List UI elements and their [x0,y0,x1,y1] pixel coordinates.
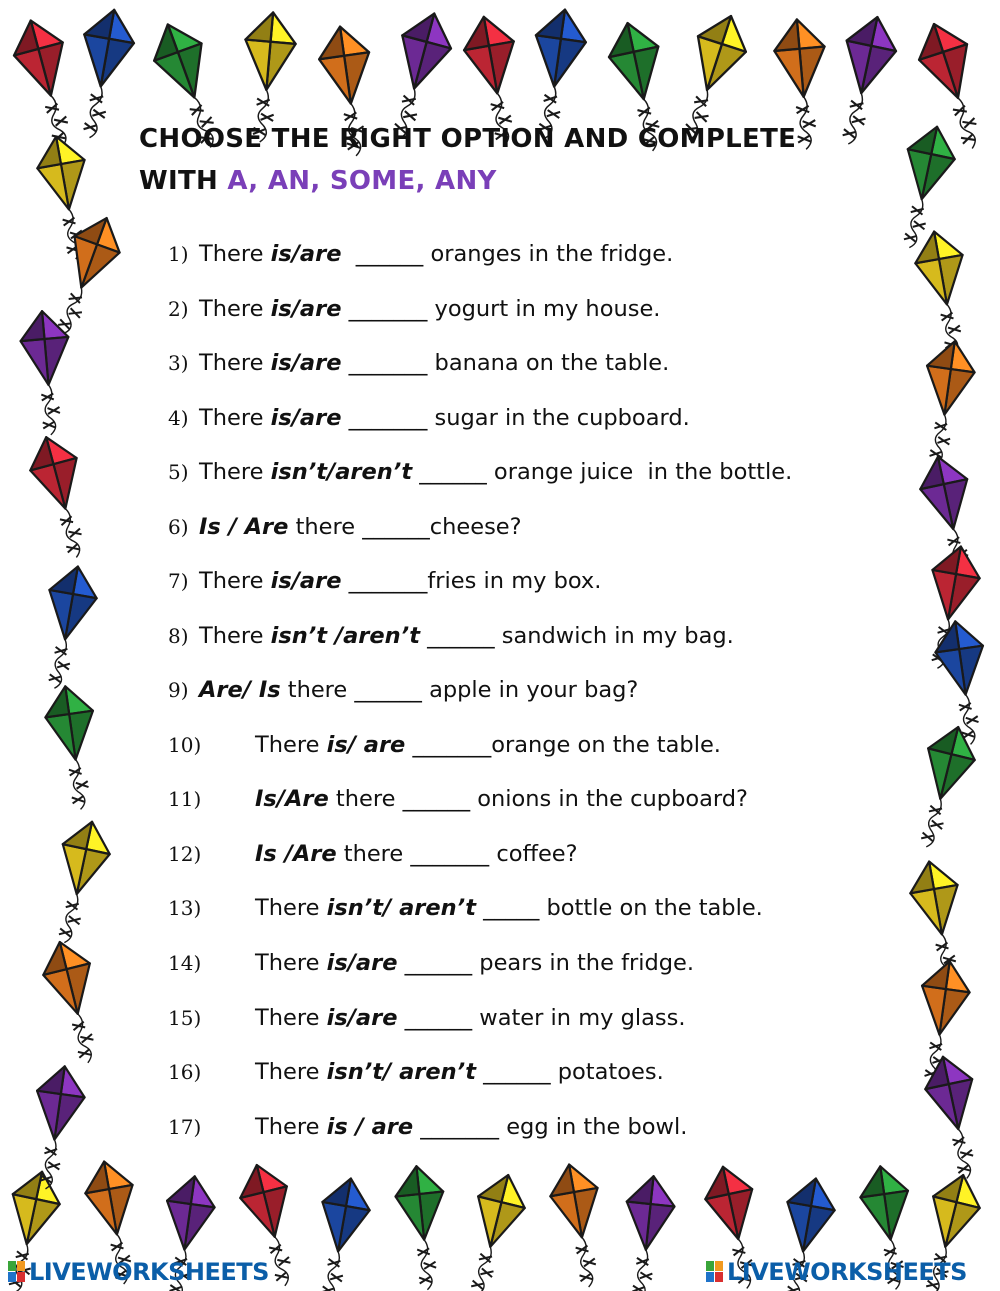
kite-icon [455,1169,532,1291]
question-rest: _______ egg in the bowl. [413,1114,688,1140]
question-rest: ______ orange juice in the bottle. [412,459,793,485]
question-options: is/are [326,1005,398,1031]
question-options: is/are [270,350,342,376]
question-rest: ______ water in my glass. [397,1005,686,1031]
question-number: 1) [168,242,189,266]
question-rest: ______ sandwich in my bag. [419,623,734,649]
question-number: 10) [168,733,202,757]
question-number: 4) [168,406,189,430]
kite-icon [905,721,982,853]
question-text [255,950,694,976]
question-prefix: There [199,350,271,376]
question-prefix: There [199,241,271,267]
question-text [199,568,601,594]
liveworksheets-brand-right [706,1257,967,1287]
question-13 [168,888,763,928]
question-prefix: There [255,1005,327,1031]
question-text [255,841,578,867]
question-5 [168,452,792,492]
title-options: A, AN, SOME, ANY [227,166,497,196]
liveworksheets-brand-left [8,1257,269,1287]
brand-name: LIVEWORKSHEETS [727,1258,967,1286]
question-3 [168,343,669,383]
kite-icon [393,1164,454,1291]
kite-icon [914,338,979,467]
question-text [255,1114,687,1140]
question-17 [168,1107,687,1147]
question-7 [168,561,601,601]
kite-icon [23,431,101,563]
kite-icon [888,122,961,253]
question-8 [168,616,734,656]
kite-icon [42,683,107,812]
kite-icon [36,936,113,1068]
question-options: is/are [270,241,342,267]
title-with: WITH [139,166,228,196]
kite-icon [919,1052,992,1183]
title-line-2 [139,160,879,202]
question-number: 13) [168,896,202,920]
question-prefix: There [255,895,327,921]
worksheet-title [139,118,879,202]
kite-icon [33,562,102,692]
question-rest: _______ sugar in the cupboard. [341,405,690,431]
question-14 [168,943,694,983]
question-rest: there ______cheese? [288,514,522,540]
question-prefix: There [255,950,327,976]
question-options: is / are [326,1114,414,1140]
question-number: 12) [168,842,202,866]
question-prefix: There [199,405,271,431]
question-number: 14) [168,951,202,975]
question-text [199,241,673,267]
question-6 [168,507,522,547]
kite-icon [545,1160,614,1290]
question-options: Is/Are [255,786,329,812]
question-text [255,786,748,812]
kite-icon [67,5,139,142]
question-options: is/are [270,568,342,594]
question-number: 5) [168,460,189,484]
question-9 [168,670,638,710]
question-rest: there ______ apple in your bag? [280,677,639,703]
question-prefix: There [255,732,327,758]
question-rest: there _______ coffee? [336,841,578,867]
question-options: isn’t/ aren’t [326,1059,476,1085]
liveworksheets-logo-icon [706,1261,724,1283]
question-number: 6) [168,515,189,539]
kite-icon [24,1063,89,1192]
question-rest: _______fries in my box. [341,568,602,594]
question-11 [168,779,748,819]
question-options: is/are [270,296,342,322]
question-12 [168,834,578,874]
question-rest: ______ pears in the fridge. [397,950,695,976]
question-options: is/are [326,950,398,976]
kite-icon [910,227,979,357]
question-1 [168,234,673,274]
question-15 [168,998,686,1038]
question-16 [168,1052,664,1092]
kite-icon [6,14,88,153]
question-text [255,732,721,758]
question-options: Is /Are [255,841,337,867]
question-text [199,296,660,322]
question-text [255,1005,686,1031]
question-number: 16) [168,1060,202,1084]
question-2 [168,289,660,329]
question-options: Are/ Is [199,677,281,703]
kite-icon [43,817,116,948]
question-text [255,1059,664,1085]
brand-name: LIVEWORKSHEETS [29,1258,269,1286]
question-text [199,514,522,540]
question-prefix: There [199,623,271,649]
question-number: 11) [168,787,202,811]
question-text [199,459,792,485]
question-prefix: There [255,1114,327,1140]
question-text [199,623,734,649]
question-text [255,895,763,921]
question-number: 15) [168,1006,202,1030]
question-number: 17) [168,1115,202,1139]
question-number: 8) [168,624,189,648]
kite-icon [306,1174,375,1291]
question-4 [168,398,690,438]
question-text [199,677,638,703]
question-10 [168,725,721,765]
question-rest: ______ potatoes. [475,1059,664,1085]
question-text [199,405,690,431]
question-number: 9) [168,678,189,702]
question-number: 7) [168,569,189,593]
question-options: is/ are [326,732,406,758]
kite-icon [617,1174,678,1291]
question-rest: _____ bottle on the table. [475,895,763,921]
liveworksheets-logo-icon [8,1261,26,1283]
question-rest: _______orange on the table. [405,732,721,758]
kite-icon [910,16,998,155]
question-prefix: There [199,296,271,322]
question-prefix: There [199,459,271,485]
question-rest: _______ banana on the table. [341,350,670,376]
question-options: Is / Are [199,514,289,540]
question-options: isn’t/ aren’t [326,895,476,921]
kite-icon [905,857,974,987]
question-rest: ______ oranges in the fridge. [341,241,674,267]
question-options: isn’t /aren’t [270,623,420,649]
question-prefix: There [199,568,271,594]
question-prefix: There [255,1059,327,1085]
question-number: 3) [168,351,189,375]
question-options: is/are [270,405,342,431]
title-line-1: CHOOSE THE RIGHT OPTION AND COMPLETE [139,124,797,154]
question-text [199,350,669,376]
question-rest: _______ yogurt in my house. [341,296,661,322]
question-rest: there ______ onions in the cupboard? [328,786,748,812]
question-number: 2) [168,297,189,321]
question-options: isn’t/aren’t [270,459,413,485]
